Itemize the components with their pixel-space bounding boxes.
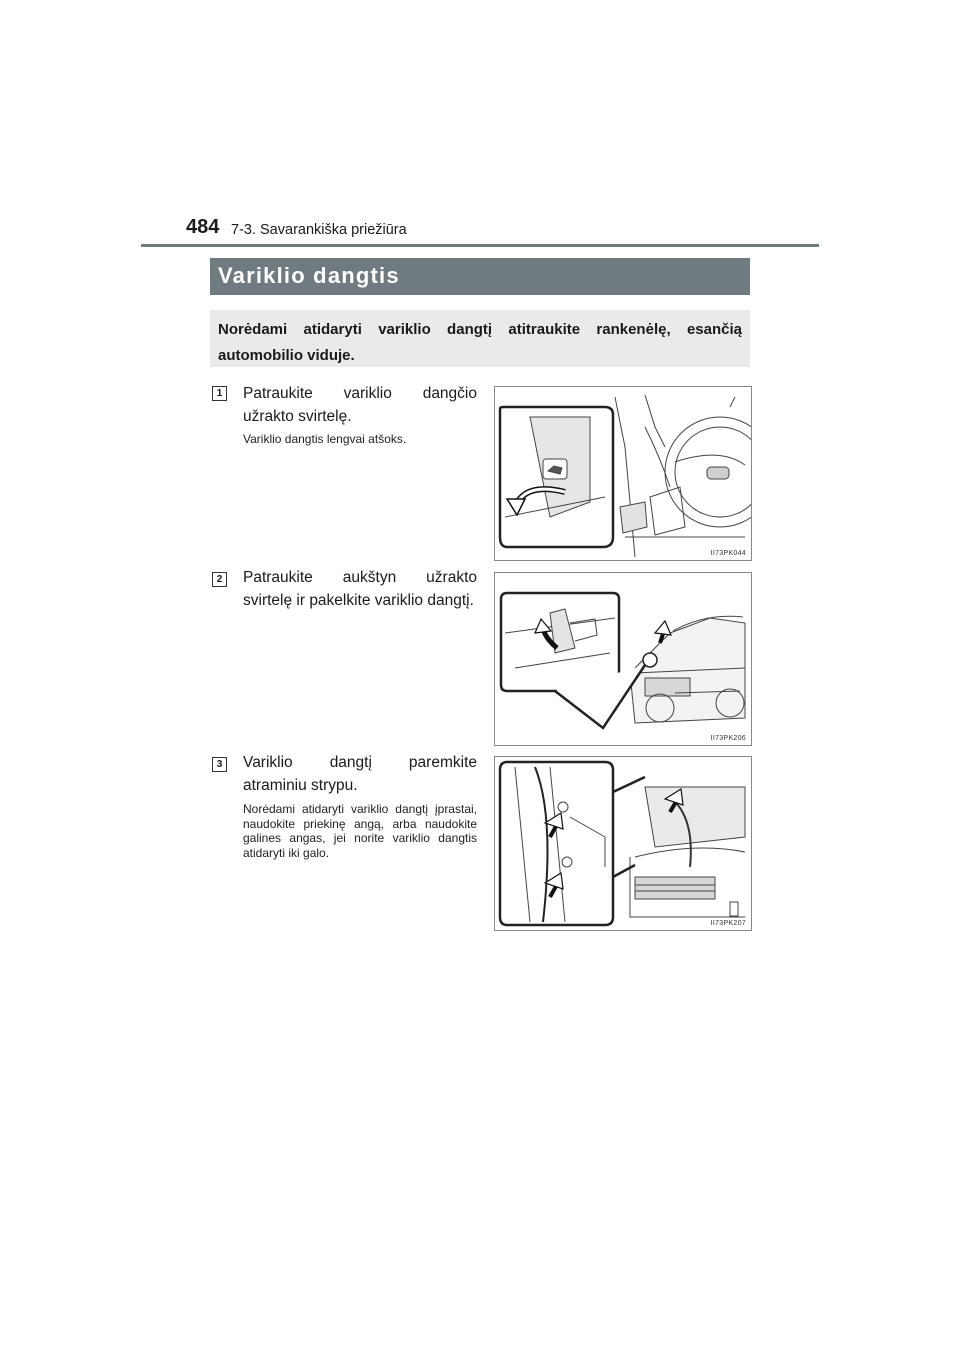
hood-latch-lever-illustration [495, 573, 751, 745]
step-3-text: Variklio dangtį paremkite atraminiu strypu. [243, 754, 477, 794]
section-title: Variklio dangtis [218, 263, 400, 288]
intro-text: Norėdami atidaryti variklio dangtį atitraukite rankenėlę, esančią automobilio viduje. [218, 321, 742, 364]
page-number: 484 [186, 216, 220, 238]
hood-support-rod-illustration [495, 757, 751, 930]
step-1-badge: 1 [212, 386, 227, 401]
step-2-figure-code: II73PK206 [710, 735, 746, 742]
step-2-badge: 2 [212, 572, 227, 587]
step-1-text: Patraukite variklio dangčio užrakto svirtelę. [243, 385, 477, 425]
step-2-figure [494, 572, 752, 746]
section-reference: 7-3. Savarankiška priežiūra [231, 222, 407, 238]
step-1-note: Variklio dangtis lengvai atšoks. [243, 432, 407, 446]
hood-release-lever-illustration [495, 387, 751, 560]
step-3-figure-code: II73PK207 [710, 920, 746, 927]
step-2-text: Patraukite aukštyn užrakto svirtelę ir pakelkite variklio dangtį. [243, 569, 477, 609]
step-1-figure-code: II73PK044 [710, 550, 746, 557]
header-rule [141, 244, 819, 247]
step-3-note: Norėdami atidaryti variklio dangtį įprastai, naudokite priekinę angą, arba naudokite galines angas, jei norite variklio dangtis atidaryti iki galo. [243, 802, 477, 860]
intro-box [210, 310, 750, 367]
step-3-badge: 3 [212, 757, 227, 772]
step-1-figure [494, 386, 752, 561]
section-title-bar [210, 258, 750, 295]
step-3-figure [494, 756, 752, 931]
